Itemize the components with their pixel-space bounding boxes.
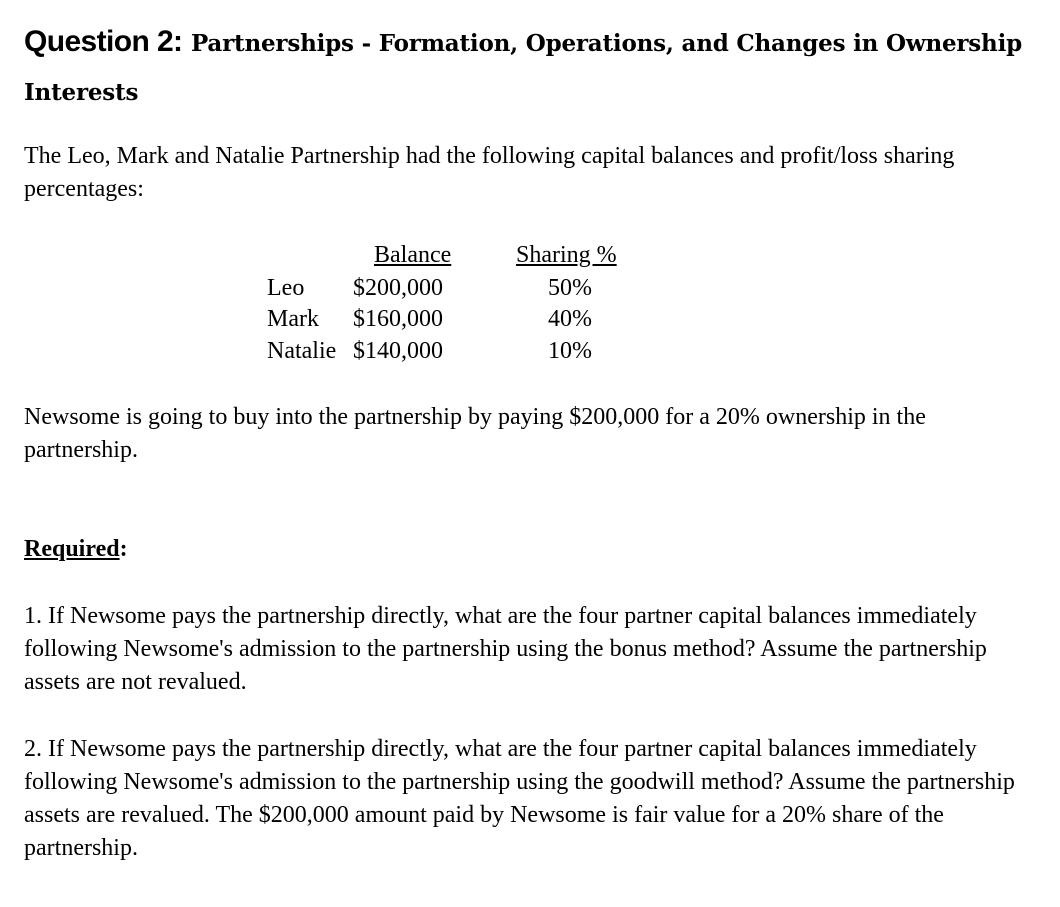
balance-column-header: Balance	[374, 242, 452, 268]
intro-paragraph: The Leo, Mark and Natalie Partnership had the following capital balances and profit/loss sharing percentages:	[24, 143, 955, 202]
required-item-1: 1. If Newsome pays the partnership directly, what are the four partner capital balances immediately following Newsome's admission to the partnership using the bonus method? Assume the partnership assets are not revalued.	[24, 603, 987, 695]
partner-balance-mark: $160,000	[353, 306, 443, 332]
required-heading	[24, 533, 128, 566]
question-topic: Partnerships - Formation, Operations, and Changes in Ownership Interests	[24, 30, 1023, 106]
partner-name-natalie: Natalie	[267, 338, 337, 364]
partner-balance-natalie: $140,000	[353, 338, 443, 364]
partner-name-mark: Mark	[267, 306, 319, 332]
partner-name-leo: Leo	[267, 275, 305, 301]
required-colon: :	[119, 536, 128, 562]
partner-sharing-leo: 50%	[548, 275, 592, 301]
partner-sharing-mark: 40%	[548, 306, 592, 332]
partner-balance-leo: $200,000	[353, 275, 443, 301]
required-item-2: 2. If Newsome pays the partnership directly, what are the four partner capital balances immediately following Newsome's admission to the partnership using the goodwill method? Assume the partnership assets are revalued. The $200,000 amount paid by Newsome is fair value for a 20% share of the partnership.	[24, 736, 1015, 861]
partner-sharing-natalie: 10%	[548, 338, 592, 364]
question-title	[24, 18, 1044, 117]
sharing-column-header: Sharing %	[516, 242, 617, 268]
required-label: Required	[24, 536, 120, 562]
question-label: Question 2:	[24, 25, 183, 58]
newsome-paragraph: Newsome is going to buy into the partnership by paying $200,000 for a 20% ownership in the partnership.	[24, 404, 926, 463]
